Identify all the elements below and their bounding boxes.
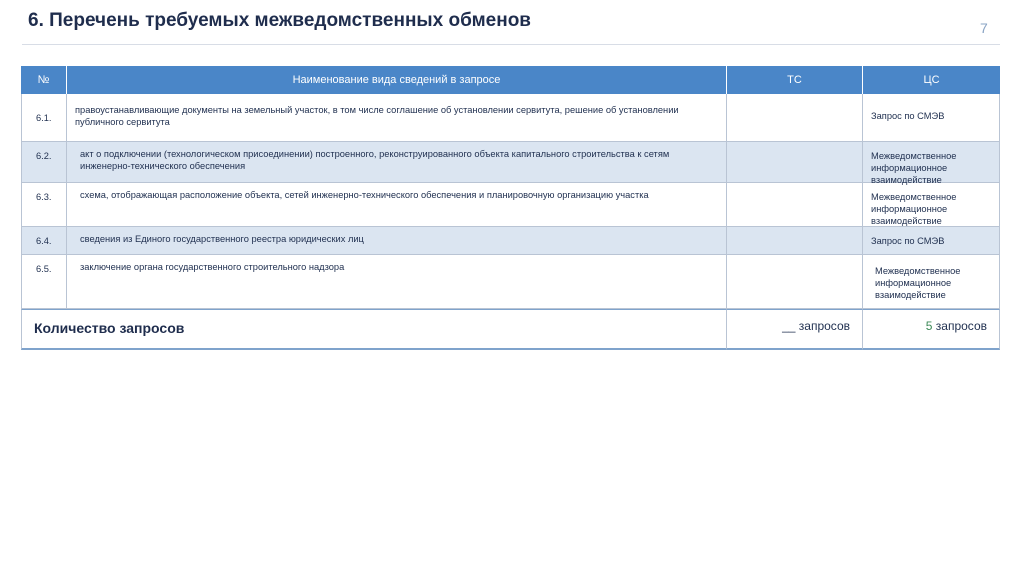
header-num: № [21, 66, 67, 94]
slide-title: 6. Перечень требуемых межведомственных обменов [28, 10, 531, 31]
row-cs: Запрос по СМЭВ [863, 227, 1000, 255]
row-num: 6.3. [21, 183, 67, 227]
row-ts [727, 255, 863, 309]
total-ts-text: запросов [795, 319, 850, 333]
row-cs: Межведомственное информационное взаимодействие [863, 255, 1000, 309]
row-desc: схема, отображающая расположение объекта, сетей инженерно-технического обеспечения и планировочную организацию участка [67, 183, 727, 227]
row-cs: Запрос по СМЭВ [863, 94, 1000, 142]
title-divider [22, 44, 1000, 45]
exchanges-table [21, 66, 1000, 350]
row-num: 6.4. [21, 227, 67, 255]
total-cs-count: 5 [925, 319, 933, 333]
row-desc: сведения из Единого государственного реестра юридических лиц [67, 227, 727, 255]
total-label: Количество запросов [21, 309, 727, 350]
slide-number: 7 [980, 20, 988, 36]
header-ts: ТС [727, 66, 863, 94]
row-num: 6.5. [21, 255, 67, 309]
row-desc: заключение органа государственного строительного надзора [67, 255, 727, 309]
total-ts [727, 309, 863, 350]
row-cs: Межведомственное информационное взаимодействие [863, 142, 1000, 183]
row-num: 6.1. [21, 94, 67, 142]
row-desc: акт о подключении (технологическом присоединении) построенного, реконструированного объекта капитального строительства к сетям инженерно-технического обеспечения [67, 142, 727, 183]
row-ts [727, 94, 863, 142]
row-ts [727, 183, 863, 227]
total-cs [863, 309, 1000, 350]
row-desc: правоустанавливающие документы на земельный участок, в том числе соглашение об установлении сервитута, решение об установлении публичного сервитута [67, 94, 727, 142]
total-cs-text: запросов [932, 319, 987, 333]
total-ts-blank: __ [782, 319, 796, 333]
row-cs: Межведомственное информационное взаимодействие [863, 183, 1000, 227]
header-cs: ЦС [863, 66, 1000, 94]
row-ts [727, 142, 863, 183]
row-num: 6.2. [21, 142, 67, 183]
row-ts [727, 227, 863, 255]
header-name: Наименование вида сведений в запросе [67, 66, 727, 94]
